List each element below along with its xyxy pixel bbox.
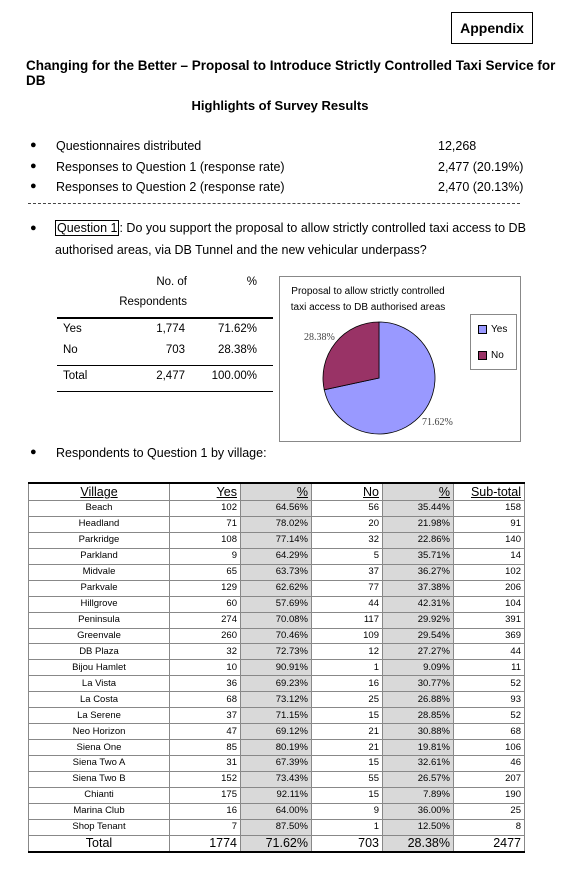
bullet-value: 2,477 (20.19%) xyxy=(438,160,524,174)
no-count: 20 xyxy=(312,516,383,532)
no-count: 109 xyxy=(312,628,383,644)
table-row xyxy=(29,708,525,724)
no-pct: 36.00% xyxy=(383,803,454,819)
no-count: 1 xyxy=(312,819,383,835)
no-pct: 21.98% xyxy=(383,516,454,532)
yes-count: 129 xyxy=(170,580,241,596)
village-name: La Costa xyxy=(29,692,170,708)
yes-count: 260 xyxy=(170,628,241,644)
table-row xyxy=(29,660,525,676)
yes-count: 65 xyxy=(170,564,241,580)
table-row xyxy=(29,676,525,692)
yes-pct: 64.29% xyxy=(241,548,312,564)
bullet-icon: ● xyxy=(30,139,37,151)
table-row xyxy=(29,787,525,803)
yes-pct: 73.12% xyxy=(241,692,312,708)
chart-legend xyxy=(470,314,517,370)
yes-pct: 73.43% xyxy=(241,771,312,787)
table-row xyxy=(29,564,525,580)
bullet-questionnaires xyxy=(30,139,550,159)
yes-count: 31 xyxy=(170,756,241,772)
table-total-row xyxy=(29,835,525,852)
yes-pct: 69.23% xyxy=(241,676,312,692)
table-row xyxy=(29,724,525,740)
question-1-text: : Do you support the proposal to allow strictly controlled taxi access to DB authorised areas, via DB Tunnel and the new vehicular underpass? xyxy=(55,221,526,257)
village-name: Parkridge xyxy=(29,532,170,548)
no-pct: 29.54% xyxy=(383,628,454,644)
col-header-village: Village xyxy=(29,483,170,501)
yes-pct: 67.39% xyxy=(241,756,312,772)
yes-count: 7 xyxy=(170,819,241,835)
subtotal: 206 xyxy=(454,580,525,596)
village-name: La Serene xyxy=(29,708,170,724)
no-count: 703 xyxy=(312,835,383,852)
subtotal: 190 xyxy=(454,787,525,803)
yes-count: 152 xyxy=(170,771,241,787)
bullet-text: Responses to Question 1 (response rate) xyxy=(56,160,285,174)
yes-pct: 71.62% xyxy=(241,835,312,852)
bullet-icon: ● xyxy=(30,222,37,234)
table-row xyxy=(29,803,525,819)
col-header-yes: Yes xyxy=(170,483,241,501)
no-pct: 37.38% xyxy=(383,580,454,596)
bullet-text: Questionnaires distributed xyxy=(56,139,202,153)
yes-count: 71 xyxy=(170,516,241,532)
yes-pct: 87.50% xyxy=(241,819,312,835)
yes-pct: 80.19% xyxy=(241,740,312,756)
village-name: La Vista xyxy=(29,676,170,692)
summary-pct: 71.62% xyxy=(217,323,257,335)
table-row xyxy=(29,740,525,756)
no-count: 15 xyxy=(312,787,383,803)
no-pct: 29.92% xyxy=(383,612,454,628)
col-header-no: No xyxy=(312,483,383,501)
subtotal: 91 xyxy=(454,516,525,532)
no-pct: 32.61% xyxy=(383,756,454,772)
no-count: 9 xyxy=(312,803,383,819)
chart-title: Proposal to allow strictly controlled taxi access to DB authorised areas xyxy=(290,286,446,313)
yes-count: 108 xyxy=(170,532,241,548)
village-name: Parkland xyxy=(29,548,170,564)
yes-count: 68 xyxy=(170,692,241,708)
no-pct: 30.88% xyxy=(383,724,454,740)
dashed-divider xyxy=(28,203,520,204)
no-pct: 35.71% xyxy=(383,548,454,564)
no-count: 37 xyxy=(312,564,383,580)
no-count: 12 xyxy=(312,644,383,660)
yes-pct: 71.15% xyxy=(241,708,312,724)
summary-table xyxy=(57,276,273,392)
no-count: 44 xyxy=(312,596,383,612)
table-row xyxy=(29,612,525,628)
yes-pct: 70.08% xyxy=(241,612,312,628)
subtotal: 52 xyxy=(454,708,525,724)
no-count: 21 xyxy=(312,724,383,740)
question-1-text-block xyxy=(55,217,540,261)
table-row xyxy=(29,819,525,835)
yes-count: 36 xyxy=(170,676,241,692)
summary-count: 1,774 xyxy=(156,323,185,335)
no-count: 25 xyxy=(312,692,383,708)
yes-pct: 62.62% xyxy=(241,580,312,596)
village-name: Bijou Hamlet xyxy=(29,660,170,676)
no-pct: 19.81% xyxy=(383,740,454,756)
yes-count: 47 xyxy=(170,724,241,740)
village-name: Marina Club xyxy=(29,803,170,819)
no-pct: 42.31% xyxy=(383,596,454,612)
summary-label: Total xyxy=(63,370,88,382)
pie-data-label-yes: 71.62% xyxy=(422,417,453,428)
legend-item-no xyxy=(478,349,504,361)
table-row xyxy=(29,644,525,660)
no-count: 117 xyxy=(312,612,383,628)
village-name: Neo Horizon xyxy=(29,724,170,740)
no-pct: 28.38% xyxy=(383,835,454,852)
village-intro-text: Respondents to Question 1 by village: xyxy=(56,446,267,460)
subtotal: 8 xyxy=(454,819,525,835)
yes-pct: 63.73% xyxy=(241,564,312,580)
table-row xyxy=(29,596,525,612)
yes-pct: 57.69% xyxy=(241,596,312,612)
no-count: 32 xyxy=(312,532,383,548)
village-name: Total xyxy=(29,835,170,852)
bullet-text: Responses to Question 2 (response rate) xyxy=(56,180,285,194)
no-count: 21 xyxy=(312,740,383,756)
subtotal: 14 xyxy=(454,548,525,564)
yes-pct: 92.11% xyxy=(241,787,312,803)
yes-pct: 72.73% xyxy=(241,644,312,660)
yes-pct: 64.56% xyxy=(241,501,312,517)
bullet-response-q1 xyxy=(30,160,550,180)
subtotal: 44 xyxy=(454,644,525,660)
summary-row-total xyxy=(57,366,273,391)
table-row xyxy=(29,532,525,548)
village-table xyxy=(28,482,525,853)
summary-label: No xyxy=(63,344,78,356)
col-header-subtotal: Sub-total xyxy=(454,483,525,501)
yes-count: 175 xyxy=(170,787,241,803)
subtotal: 391 xyxy=(454,612,525,628)
table-row xyxy=(29,771,525,787)
no-count: 16 xyxy=(312,676,383,692)
no-pct: 12.50% xyxy=(383,819,454,835)
subtotal: 104 xyxy=(454,596,525,612)
question-1-label: Question 1 xyxy=(57,221,118,235)
subtotal: 68 xyxy=(454,724,525,740)
no-pct: 27.27% xyxy=(383,644,454,660)
subtotal: 11 xyxy=(454,660,525,676)
village-name: DB Plaza xyxy=(29,644,170,660)
yes-pct: 77.14% xyxy=(241,532,312,548)
yes-count: 10 xyxy=(170,660,241,676)
bullet-icon: ● xyxy=(30,446,37,458)
subtotal: 2477 xyxy=(454,835,525,852)
summary-count: 2,477 xyxy=(156,370,185,382)
appendix-label: Appendix xyxy=(451,12,533,44)
yes-count: 16 xyxy=(170,803,241,819)
table-row xyxy=(29,756,525,772)
village-name: Hillgrove xyxy=(29,596,170,612)
bullet-value: 2,470 (20.13%) xyxy=(438,180,524,194)
header-count-line1: No. of xyxy=(156,276,187,288)
yes-pct: 78.02% xyxy=(241,516,312,532)
no-count: 15 xyxy=(312,756,383,772)
yes-count: 37 xyxy=(170,708,241,724)
subtotal: 25 xyxy=(454,803,525,819)
no-count: 15 xyxy=(312,708,383,724)
subtotal: 93 xyxy=(454,692,525,708)
no-pct: 22.86% xyxy=(383,532,454,548)
summary-pct: 100.00% xyxy=(211,370,257,382)
no-pct: 36.27% xyxy=(383,564,454,580)
bullet-icon: ● xyxy=(30,160,37,172)
no-pct: 7.89% xyxy=(383,787,454,803)
subtotal: 52 xyxy=(454,676,525,692)
yes-pct: 90.91% xyxy=(241,660,312,676)
bullet-icon: ● xyxy=(30,180,37,192)
yes-count: 1774 xyxy=(170,835,241,852)
legend-swatch-yes xyxy=(478,325,487,334)
bullet-response-q2 xyxy=(30,180,550,200)
legend-item-yes xyxy=(478,323,507,335)
no-pct: 28.85% xyxy=(383,708,454,724)
table-row xyxy=(29,628,525,644)
table-row xyxy=(29,580,525,596)
legend-swatch-no xyxy=(478,351,487,360)
yes-count: 9 xyxy=(170,548,241,564)
col-header-no-pct: % xyxy=(383,483,454,501)
table-row xyxy=(29,516,525,532)
village-name: Shop Tenant xyxy=(29,819,170,835)
village-name: Midvale xyxy=(29,564,170,580)
summary-row-yes xyxy=(57,319,273,344)
legend-label: No xyxy=(491,349,504,361)
village-name: Siena One xyxy=(29,740,170,756)
no-count: 55 xyxy=(312,771,383,787)
yes-pct: 69.12% xyxy=(241,724,312,740)
col-header-yes-pct: % xyxy=(241,483,312,501)
village-intro xyxy=(30,446,550,466)
table-row xyxy=(29,692,525,708)
subtotal: 207 xyxy=(454,771,525,787)
bullet-value: 12,268 xyxy=(438,139,477,153)
table-row xyxy=(29,548,525,564)
village-name: Siena Two A xyxy=(29,756,170,772)
summary-label: Yes xyxy=(63,323,82,335)
summary-count: 703 xyxy=(165,344,185,356)
summary-pct: 28.38% xyxy=(217,344,257,356)
header-count-line2: Respondents xyxy=(119,296,187,308)
no-count: 56 xyxy=(312,501,383,517)
village-name: Headland xyxy=(29,516,170,532)
no-pct: 30.77% xyxy=(383,676,454,692)
document-title: Changing for the Better – Proposal to Introduce Strictly Controlled Taxi Service for DB xyxy=(26,58,556,88)
yes-count: 274 xyxy=(170,612,241,628)
pie-data-label-no: 28.38% xyxy=(304,332,335,343)
village-table-header xyxy=(29,483,525,501)
yes-pct: 64.00% xyxy=(241,803,312,819)
village-name: Parkvale xyxy=(29,580,170,596)
summary-row-no xyxy=(57,344,273,365)
legend-label: Yes xyxy=(491,323,508,335)
header-pct: % xyxy=(246,276,257,288)
no-count: 1 xyxy=(312,660,383,676)
village-name: Greenvale xyxy=(29,628,170,644)
village-name: Peninsula xyxy=(29,612,170,628)
no-pct: 26.57% xyxy=(383,771,454,787)
subtotal: 369 xyxy=(454,628,525,644)
no-pct: 26.88% xyxy=(383,692,454,708)
subtotal: 106 xyxy=(454,740,525,756)
no-pct: 9.09% xyxy=(383,660,454,676)
yes-count: 60 xyxy=(170,596,241,612)
document-subtitle: Highlights of Survey Results xyxy=(191,98,369,113)
subtotal: 158 xyxy=(454,501,525,517)
no-count: 5 xyxy=(312,548,383,564)
village-name: Beach xyxy=(29,501,170,517)
yes-count: 102 xyxy=(170,501,241,517)
table-row xyxy=(29,501,525,517)
yes-pct: 70.46% xyxy=(241,628,312,644)
village-name: Siena Two B xyxy=(29,771,170,787)
subtotal: 140 xyxy=(454,532,525,548)
subtotal: 102 xyxy=(454,564,525,580)
yes-count: 32 xyxy=(170,644,241,660)
village-name: Chianti xyxy=(29,787,170,803)
no-count: 77 xyxy=(312,580,383,596)
no-pct: 35.44% xyxy=(383,501,454,517)
subtotal: 46 xyxy=(454,756,525,772)
pie-chart xyxy=(279,276,521,442)
yes-count: 85 xyxy=(170,740,241,756)
